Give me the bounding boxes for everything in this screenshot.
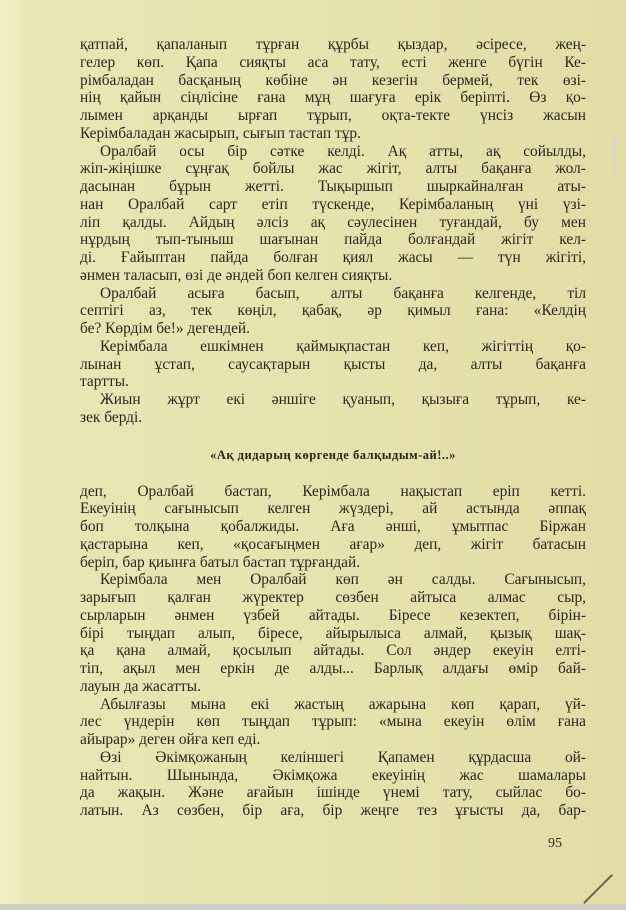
text-line: бе? Көрдім бе!» дегендей. <box>80 320 250 337</box>
text-line: деп, Оралбай бастап, Керімбала нақыстап еріп кетті. <box>80 482 586 500</box>
page-body <box>80 36 586 820</box>
text-line: Өзі Әкімқожаның келіншегі Қапамен құрдасша ой- <box>100 748 586 766</box>
text-line: Екеуінің сағынысып келген жүздері, ай астында әппақ <box>80 500 586 518</box>
text-line: Керімбаладан жасырып, сығып тастап тұр. <box>80 124 361 142</box>
text-line: зек берді. <box>80 408 143 426</box>
text-line: Оралбай асыға басып, алты бақанға келгенде, тіл <box>100 284 586 302</box>
page-edge <box>0 904 626 910</box>
text-line: нің қайын сіңлісіне ғана мұң шағуға ерік беріпті. Өз қо- <box>80 89 586 107</box>
text-line: нан Оралбай сарт етіп түскенде, Керімбаланың үні үзі- <box>80 195 586 213</box>
text-line: найтын. Шынында, Әкімқожа екеуінің жас шамалары <box>80 766 586 784</box>
text-line: дасынан бұрын жетті. Тықыршып шыркайналған аты- <box>80 178 586 195</box>
text-block-top <box>80 36 586 427</box>
text-line: лауын да жасатты. <box>80 677 201 695</box>
text-line: боп толқына қобалжиды. Аға әнші, ұмытпас Біржан <box>80 518 586 535</box>
text-line: қа қана алмай, қосылып айтады. Сол әндер екеуін елті- <box>80 642 586 660</box>
text-line: лынан ұстап, саусақтарын қысты да, алты бақанға <box>80 355 586 373</box>
scan-mark <box>613 135 616 173</box>
text-line: тартты. <box>80 373 129 391</box>
text-line: зарығып қалған жүректер сөзбен айтыса алмас сыр, <box>80 589 586 606</box>
pencil-mark <box>583 874 613 904</box>
text-line: да жақын. Және ағайын ішінде үнемі тату, сыйлас бо- <box>80 784 586 802</box>
text-line: Абылғазы мына екі жастың ажарына көп қарап, үй- <box>100 695 586 713</box>
text-line: қастарына кеп, «қосағыңмен ағар» деп, жігіт батасын <box>80 535 586 553</box>
page-number: 95 <box>548 836 562 851</box>
text-line: латын. Аз сөзбен, бір аға, бір жеңге тез ұғысты да, бар- <box>80 802 586 819</box>
text-line: гелер көп. Қапа сияқты аса тату, естi женге бүгін Ке- <box>80 53 586 71</box>
text-line: лес үндерін көп тыңдап тұрып: «мына екеуін өлім ғана <box>80 713 586 731</box>
text-line: Керімбала мен Оралбай көп ән салды. Сағынысып, <box>100 571 586 589</box>
text-line: жіп-жіңішке сұңғақ бойлы жас жігіт, алты бақанға жол- <box>80 160 586 178</box>
text-line: Оралбай осы бір сәтке келді. Ақ атты, ақ сойылды, <box>100 142 586 160</box>
text-line: лымен арқанды ырғап тұрып, оқта-текте үнсіз жасын <box>80 107 586 124</box>
text-line: беріп, бар қиынға батыл бастап тұрғандай. <box>80 553 361 571</box>
text-block-bottom <box>80 483 586 820</box>
text-line: қатпай, қапаланып тұрған құрбы қыздар, әсіресе, жең- <box>80 36 586 53</box>
epigraph: «Ақ дидарың көргенде балқыдым-ай!..» <box>210 447 456 462</box>
text-line: нұрдың тып-тыныш шағынан пайда болғандай жігіт кел- <box>80 231 586 249</box>
text-line: рімбаладан басқаның көбіне ән кезегін бермей, тек өзі- <box>80 71 586 89</box>
text-line: бірі тыңдап алып, біресе, айырылыса алмай, қызық шақ- <box>80 624 586 642</box>
text-line: ді. Ғайыптан пайда болған қиял жасы — түн жігіті, <box>80 249 586 266</box>
text-line: әнмен таласып, өзі де әндей боп келген сияқты. <box>80 266 393 284</box>
text-line: ліп қалды. Айдың әлсіз ақ сәулесінен туғандай, бу мен <box>80 213 586 231</box>
text-line: септігі аз, тек көңіл, қабақ, әр қимыл ғана: «Келдің <box>80 302 586 320</box>
text-line: сырларын әнмен үзбей айтады. Біресе кезектеп, бірін- <box>80 606 586 624</box>
text-line: Керімбала ешкімнен қаймықпастан кеп, жігіттің қо- <box>100 337 586 355</box>
text-line: Жиын жұрт екі әншіге қуанып, қызыға тұрып, ке- <box>100 391 586 408</box>
text-line: тіп, ақыл мен еркін де алды... Барлық алдағы өмір бай- <box>80 660 586 677</box>
text-line: айырар» деген ойға кеп еді. <box>80 731 261 748</box>
